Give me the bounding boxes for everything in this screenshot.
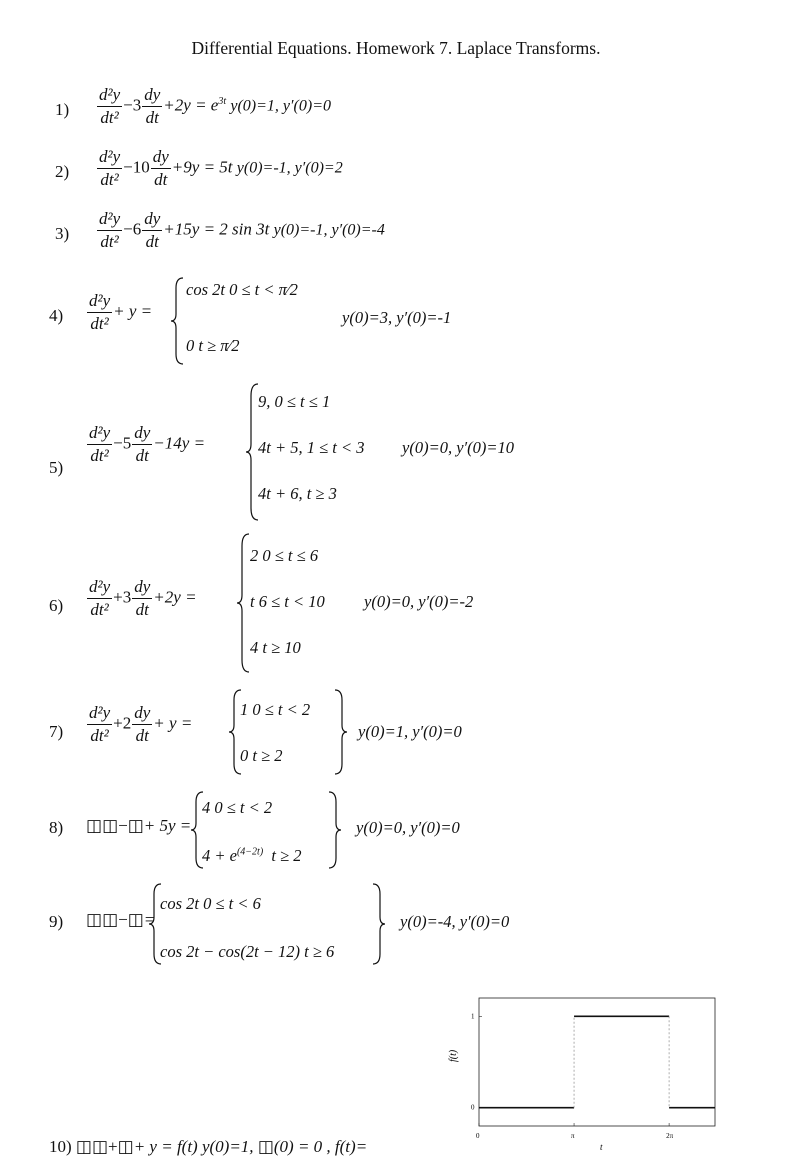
plot-frame	[479, 998, 715, 1126]
y-tick-label: 1	[471, 1012, 475, 1021]
problem-number: 3)	[55, 224, 70, 243]
coefficient: −3	[123, 95, 142, 115]
equation-5: $\frac{\text{d²y}}{\text{dt²}}$ −5 $\frac{dy}{dt}$ −14y =	[89, 423, 206, 465]
equation-1	[96, 86, 331, 127]
initial-conditions: y(0)=0, y′(0)=0	[356, 818, 460, 837]
equation-2: $\frac{\text{d²y}}{\text{dt²}}$ −10 $\frac{dy}{dt}$ +9y = 5t y(0)=-1, y′(0)=2	[99, 147, 343, 189]
equation-rhs: −14y =	[153, 433, 206, 453]
initial-conditions: y(0)=0, y′(0)=-2	[364, 592, 474, 611]
case-line: cos 2t − cos(2t − 12) t ≥ 6	[160, 942, 335, 961]
equation-rhs: + y =	[113, 301, 153, 321]
y-tick-label: 0	[471, 1103, 475, 1112]
case-line: 4t + 5, 1 ≤ t < 3	[258, 438, 365, 457]
initial-conditions: y(0)=-1, y′(0)=-4	[273, 221, 385, 239]
equation-rhs: =	[143, 910, 156, 929]
right-brace-icon	[372, 882, 386, 966]
initial-conditions: y(0)=0, y′(0)=10	[402, 438, 515, 457]
left-brace-icon	[245, 382, 259, 522]
initial-conditions: y(0)=-4, y′(0)=0	[400, 912, 510, 931]
equation-6: $\frac{\text{d²y}}{\text{dt²}}$ +3 $\frac{dy}{dt}$ +2y =	[89, 577, 197, 619]
case-line: t 6 ≤ t < 10	[250, 592, 325, 611]
case-line: 4t + 6, t ≥ 3	[258, 484, 337, 503]
x-tick-label: π	[571, 1132, 575, 1140]
coefficient: −10	[123, 157, 150, 177]
case-line: cos 2t 0 ≤ t < π⁄2	[186, 280, 298, 299]
initial-conditions: y(0)=-1, y′(0)=2	[236, 159, 343, 177]
x-axis-label: t	[600, 1142, 603, 1152]
problem-number: 6)	[49, 596, 64, 615]
exponent: 3t	[218, 95, 227, 107]
x-tick-label: 2π	[666, 1132, 674, 1140]
first-derivative-fraction: $\frac{dy}{dt}$	[144, 85, 161, 127]
initial-conditions: y(0)=3, y′(0)=-1	[342, 308, 452, 327]
case-line: 1 0 ≤ t < 2	[240, 700, 311, 719]
initial-conditions: y(0)=1, y′(0)=0	[230, 97, 331, 115]
y-axis-label: f(t)	[448, 1049, 459, 1062]
case-line: 0 t ≥ 2	[240, 746, 283, 765]
coefficient: −6	[123, 219, 142, 239]
equation-rhs: +15y = 2 sin 3t	[163, 219, 270, 239]
step-function-chart	[440, 990, 730, 1155]
equation-9: ◫◫−◫=	[86, 910, 156, 929]
case-line: $4 + e^{(4-2t)}$ t ≥ 2	[202, 846, 302, 865]
equation-rhs: +2y = e	[163, 95, 219, 115]
equation-4: $\frac{\text{d²y}}{\text{dt²}}$ + y =	[89, 291, 153, 333]
data-marks	[479, 1016, 715, 1107]
equation-rhs: + y =	[153, 713, 193, 733]
equation-rhs: +2y =	[153, 587, 197, 607]
equation-rhs: + 5y =	[143, 816, 192, 835]
problem-number: 2)	[55, 162, 70, 181]
equation-7: $\frac{\text{d²y}}{\text{dt²}}$ +2 $\frac{dy}{dt}$ + y =	[89, 703, 193, 745]
problem-number: 10)	[49, 1137, 72, 1156]
case-line: 4 t ≥ 10	[250, 638, 301, 657]
function-label: f(t)=	[334, 1137, 368, 1156]
case-line: 9, 0 ≤ t ≤ 1	[258, 392, 331, 411]
equation-8: ◫◫−◫+ 5y =	[86, 816, 192, 835]
equation-10: 10) ◫◫+◫+ y = f(t) y(0)=1, ◫(0) = 0 , f(t)=	[49, 1137, 368, 1156]
case-line: 0 t ≥ π⁄2	[186, 336, 240, 355]
second-derivative-fraction: $\frac{\text{d²y}}{\text{dt²}}$	[99, 85, 121, 127]
page-title: Differential Equations. Homework 7. Laplace Transforms.	[191, 38, 601, 58]
left-brace-icon	[170, 276, 184, 366]
problem-number: 4)	[49, 306, 64, 325]
problem-number: 5)	[49, 458, 64, 477]
problem-number: 8)	[49, 818, 64, 837]
case-line: 4 0 ≤ t < 2	[202, 798, 273, 817]
equation-rhs: + y = f(t) y(0)=1,	[133, 1137, 254, 1156]
case-line: cos 2t 0 ≤ t < 6	[160, 894, 261, 913]
equation-rhs: +9y = 5t	[171, 157, 233, 177]
equation-3: $\frac{\text{d²y}}{\text{dt²}}$ −6 $\frac{dy}{dt}$ +15y = 2 sin 3t y(0)=-1, y′(0)=-4	[99, 209, 385, 251]
problem-number: 9)	[49, 912, 64, 931]
initial-conditions: y(0)=1, y′(0)=0	[358, 722, 462, 741]
problem-number: 7)	[49, 722, 64, 741]
case-line: 2 0 ≤ t ≤ 6	[250, 546, 319, 565]
problem-number: 1)	[55, 100, 70, 119]
tick-labels	[471, 1012, 674, 1140]
left-brace-icon	[236, 532, 250, 674]
x-tick-label: 0	[476, 1132, 480, 1140]
missing-glyph-icon: ◫	[86, 816, 103, 835]
right-brace-icon	[328, 790, 342, 870]
right-brace-icon	[334, 688, 348, 776]
